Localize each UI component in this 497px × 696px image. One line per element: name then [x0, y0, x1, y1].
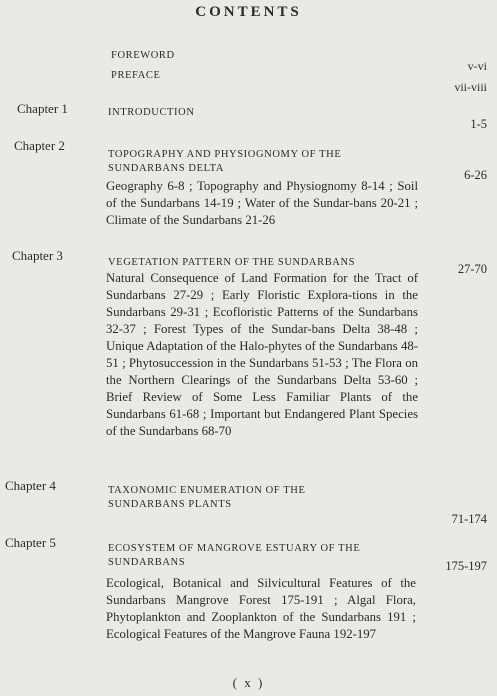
chapter-5-pages: 175-197 [445, 559, 487, 573]
chapter-5-sections: Ecological, Botanical and Silvicultural Features of the Sundarbans Mangrove Forest 175-191 ; Algal Flora, Phytoplankton and Zooplankton of the Sundarbans 191 ; Ecological Features of the Mangrove Fauna 192-197 [106, 576, 416, 641]
chapter-2-pages: 6-26 [464, 168, 487, 182]
chapter-5-label: Chapter 5 [5, 535, 56, 550]
chapter-1-title: INTRODUCTION [108, 107, 195, 118]
chapter-4-label: Chapter 4 [5, 478, 56, 493]
chapter-2-label: Chapter 2 [14, 138, 65, 153]
foreword-pages: v-vi [467, 59, 487, 73]
chapter-2-sections: Geography 6-8 ; Topography and Physiognomy 8-14 ; Soil of the Sundarbans 14-19 ; Water of the Sundar-bans 20-21 ; Climate of the Sundarbans 21-26 [106, 179, 418, 227]
chapter-4-title: TAXONOMIC ENUMERATION OF THE SUNDARBANS PLANTS [108, 485, 306, 510]
chapter-3-label: Chapter 3 [12, 248, 63, 263]
foreword-label: FOREWORD [111, 50, 175, 61]
chapter-3-sections: Natural Consequence of Land Formation for the Tract of Sundarbans 27-29 ; Early Floristic Explora-tions in the Sundarbans 29-31 ; Ecofloristic Patterns of the Sundarbans 32-37 ; Forest Types of the Sundar-bans Delta 38-48 ; Unique Adaptation of the Halo-phytes of the Sundarbans 48-51 ; Phytosuccession in the Sundarbans 51-53 ; The Flora on the Northern Clearings of the Sundarbans Delta 53-60 ; Brief Review of Some Less Familiar Plants of the Sundarbans 61-68 ; Important but Endangered Plant Species of the Sundarbans 68-70 [106, 271, 418, 438]
chapter-2-title: TOPOGRAPHY AND PHYSIOGNOMY OF THE SUNDARBANS DELTA [108, 149, 342, 174]
chapter-5-title: ECOSYSTEM OF MANGROVE ESTUARY OF THE SUNDARBANS [108, 543, 361, 568]
chapter-3-title: VEGETATION PATTERN OF THE SUNDARBANS [108, 257, 356, 268]
chapter-4-pages: 71-174 [451, 512, 487, 526]
chapter-3-pages: 27-70 [457, 262, 487, 276]
page-number: ( x ) [232, 675, 265, 690]
chapter-1-pages: 1-5 [470, 117, 487, 131]
page-title: CONTENTS [195, 4, 302, 20]
chapter-1-label: Chapter 1 [17, 101, 68, 116]
preface-pages: vii-viii [454, 80, 487, 94]
preface-label: PREFACE [111, 70, 161, 81]
